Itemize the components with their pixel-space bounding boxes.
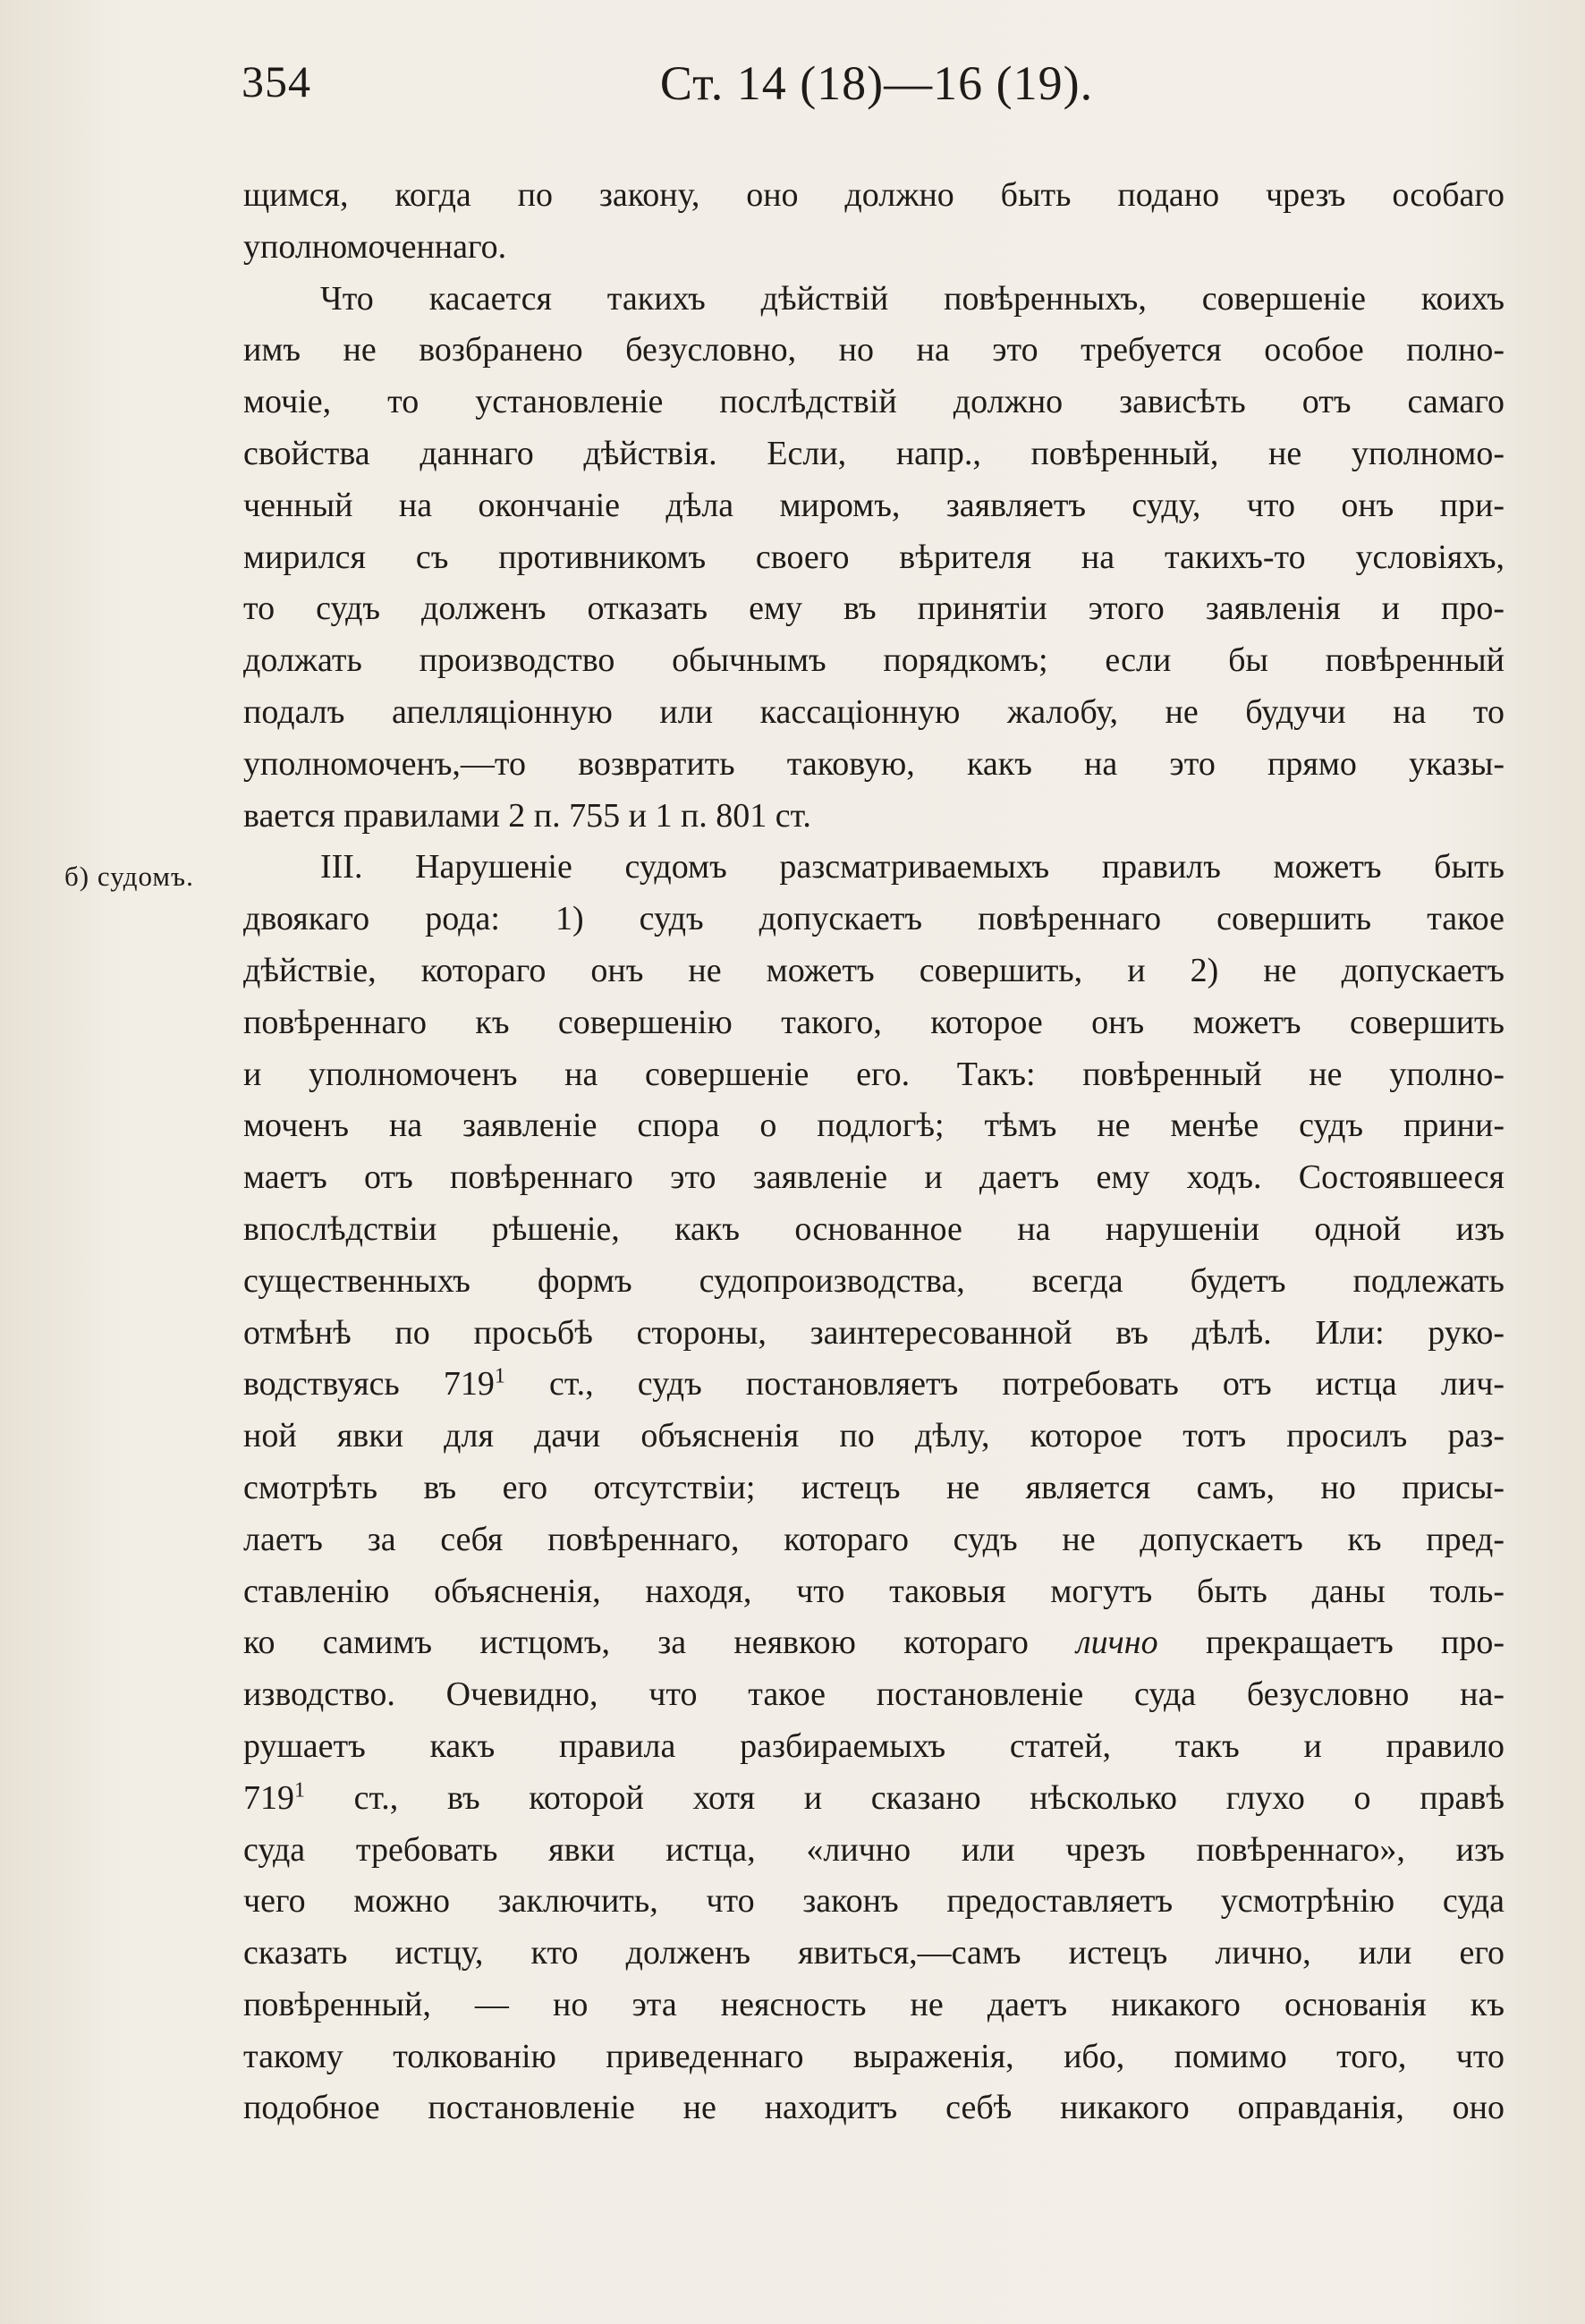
- page-number: 354: [242, 56, 311, 106]
- text-line: ной явки для дачи объясненія по дѣлу, которое тотъ просилъ раз-: [243, 1417, 1504, 1455]
- text-line: ставленію объясненія, находя, что таковыя могутъ быть даны толь-: [243, 1572, 1504, 1610]
- line-segment: ст., судъ постановляетъ потребовать отъ истца лич-: [504, 1365, 1504, 1404]
- text-line: существенныхъ формъ судопроизводства, всегда будетъ подлежать: [243, 1261, 1504, 1300]
- text-line: лаетъ за себя повѣреннаго, котораго судъ не допускаетъ къ пред-: [243, 1520, 1504, 1558]
- text-line: и уполномоченъ на совершеніе его. Такъ: повѣренный не уполно-: [243, 1055, 1504, 1093]
- text-line: сказать истцу, кто долженъ явиться,—самъ истецъ лично, или его: [243, 1934, 1504, 1972]
- italic-word: лично: [1076, 1624, 1158, 1662]
- text-line: уполномоченъ,—то возвратить таковую, какъ на это прямо указы-: [243, 744, 1504, 783]
- text-line: чего можно заключить, что законъ предоставляетъ усмотрѣнію суда: [243, 1882, 1504, 1921]
- text-line: Что касается такихъ дѣйствій повѣренныхъ, совершеніе коихъ: [320, 279, 1504, 318]
- superscript: 1: [494, 1364, 505, 1388]
- text-line: свойства даннаго дѣйствія. Если, напр., повѣренный, не уполномо-: [243, 434, 1504, 472]
- text-line: суда требовать явки истца, «лично или чрезъ повѣреннаго», изъ: [243, 1830, 1504, 1869]
- text-line: то судъ долженъ отказать ему въ принятіи этого заявленія и про-: [243, 589, 1504, 628]
- text-line: уполномоченнаго.: [243, 227, 507, 266]
- text-line: мирился съ противникомъ своего вѣрителя на такихъ-то условіяхъ,: [243, 538, 1504, 576]
- running-title: Ст. 14 (18)—16 (19).: [659, 56, 1094, 110]
- line-segment: 719: [243, 1778, 294, 1817]
- text-line: вается правилами 2 п. 755 и 1 п. 801 ст.: [243, 796, 811, 835]
- line-segment: ст., въ которой хотя и сказано нѣсколько глухо о правѣ: [305, 1778, 1504, 1817]
- text-line: моченъ на заявленіе спора о подлогѣ; тѣмъ не менѣе судъ прини-: [243, 1107, 1504, 1145]
- text-line: [243, 1359, 1504, 1411]
- text-line: изводство. Очевидно, что такое постановленіе суда безусловно на-: [243, 1675, 1504, 1714]
- superscript: 1: [294, 1778, 305, 1802]
- text-line: щимся, когда по закону, оно должно быть подано чрезъ особаго: [243, 176, 1504, 214]
- text-line: ченный на окончаніе дѣла миромъ, заявляетъ суду, что онъ при-: [243, 486, 1504, 524]
- line-segment: водствуясь 719: [243, 1365, 495, 1404]
- text-line: подобное постановленіе не находитъ себѣ никакого оправданія, оно: [243, 2089, 1504, 2127]
- text-line: [243, 1617, 1504, 1669]
- text-line: [243, 1773, 1504, 1825]
- body-text: [243, 170, 1504, 2134]
- text-line: двоякаго рода: 1) судъ допускаетъ повѣреннаго совершить такое: [243, 900, 1504, 938]
- text-line: подалъ апелляціонную или кассаціонную жалобу, не будучи на то: [243, 692, 1504, 731]
- text-line: смотрѣть въ его отсутствіи; истецъ не является самъ, но присы-: [243, 1468, 1504, 1506]
- text-line: такому толкованію приведеннаго выраженія, ибо, помимо того, что: [243, 2037, 1504, 2075]
- margin-note: б) судомъ.: [64, 861, 194, 892]
- text-line: рушаетъ какъ правила разбираемыхъ статей, такъ и правило: [243, 1726, 1504, 1765]
- text-line: должать производство обычнымъ порядкомъ; если бы повѣренный: [243, 641, 1504, 680]
- text-line: повѣренный, — но эта неясность не даетъ никакого основанія къ: [243, 1985, 1504, 2023]
- text-line: III. Нарушеніе судомъ разсматриваемыхъ правилъ можетъ быть: [320, 848, 1504, 886]
- line-segment: ко самимъ истцомъ, за неявкою котораго: [243, 1624, 1077, 1662]
- text-line: отмѣнѣ по просьбѣ стороны, заинтересованной въ дѣлѣ. Или: руко-: [243, 1313, 1504, 1352]
- text-line: мочіе, то установленіе послѣдствій должно зависѣть отъ самаго: [243, 383, 1504, 421]
- text-line: маетъ отъ повѣреннаго это заявленіе и даетъ ему ходъ. Состоявшееся: [243, 1158, 1504, 1197]
- text-line: имъ не возбранено безусловно, но на это требуется особое полно-: [243, 331, 1504, 369]
- text-line: впослѣдствіи рѣшеніе, какъ основанное на нарушеніи одной изъ: [243, 1209, 1504, 1248]
- page-header: [242, 55, 1512, 127]
- text-line: дѣйствіе, котораго онъ не можетъ совершить, и 2) не допускаетъ: [243, 951, 1504, 989]
- line-segment: прекращаетъ про-: [1157, 1624, 1504, 1662]
- text-line: повѣреннаго къ совершенію такого, которое онъ можетъ совершить: [243, 1003, 1504, 1041]
